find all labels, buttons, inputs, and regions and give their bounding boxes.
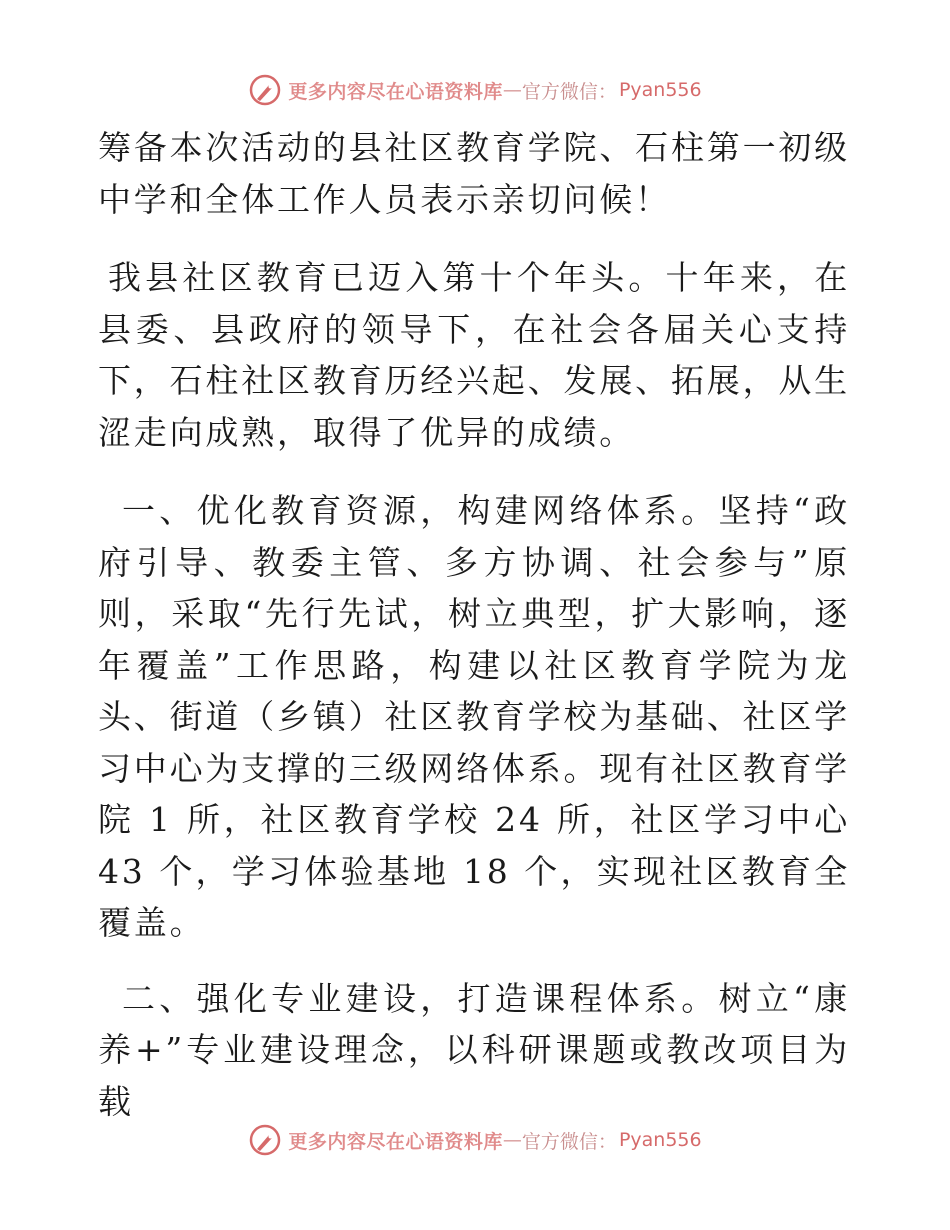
watermark-dash: —: [502, 79, 522, 101]
footer-watermark: [0, 1120, 950, 1160]
header-watermark: [0, 70, 950, 110]
paragraph-1: 筹备本次活动的县社区教育学院、石柱第一初级中学和全体工作人员表示亲切问候！: [98, 128, 850, 219]
paragraph-2: 我县社区教育已迈入第十个年头。十年来，在县委、县政府的领导下，在社会各届关心支持下，石柱社区教育历经兴起、发展、拓展，从生涩走向成熟，取得了优异的成绩。: [98, 258, 850, 452]
watermark-wechat-id: Pyan556: [618, 1129, 702, 1151]
paragraph-4: 二、强化专业建设，打造课程体系。树立“康养+”专业建设理念，以科研课题或教改项目为载: [98, 978, 850, 1121]
watermark-dash: —: [502, 1129, 522, 1151]
watermark-wechat-id: Pyan556: [618, 79, 702, 101]
watermark-sub-text: 官方微信：: [521, 1130, 617, 1153]
pen-nib-logo-icon: [248, 1123, 282, 1157]
watermark-main-text: 更多内容尽在心语资料库: [288, 1130, 503, 1153]
paragraph-3: 一、优化教育资源，构建网络体系。坚持“政府引导、教委主管、多方协调、社会参与”原则，采取“先行先试，树立典型，扩大影响，逐年覆盖”工作思路，构建以社区教育学院为龙头、街道（乡镇）社区教育学校为基础、社区学习中心为支撑的三级网络体系。现有社区教育学院 1 所，社区教育学校 24 所，社区学习中心 43 个，学习体验基地 18 个，实现社区教育全覆盖。: [98, 491, 850, 942]
watermark-sub-text: 官方微信：: [521, 80, 617, 103]
document-body: [98, 122, 850, 1127]
pen-nib-logo-icon: [248, 73, 282, 107]
watermark-main-text: 更多内容尽在心语资料库: [288, 80, 503, 103]
